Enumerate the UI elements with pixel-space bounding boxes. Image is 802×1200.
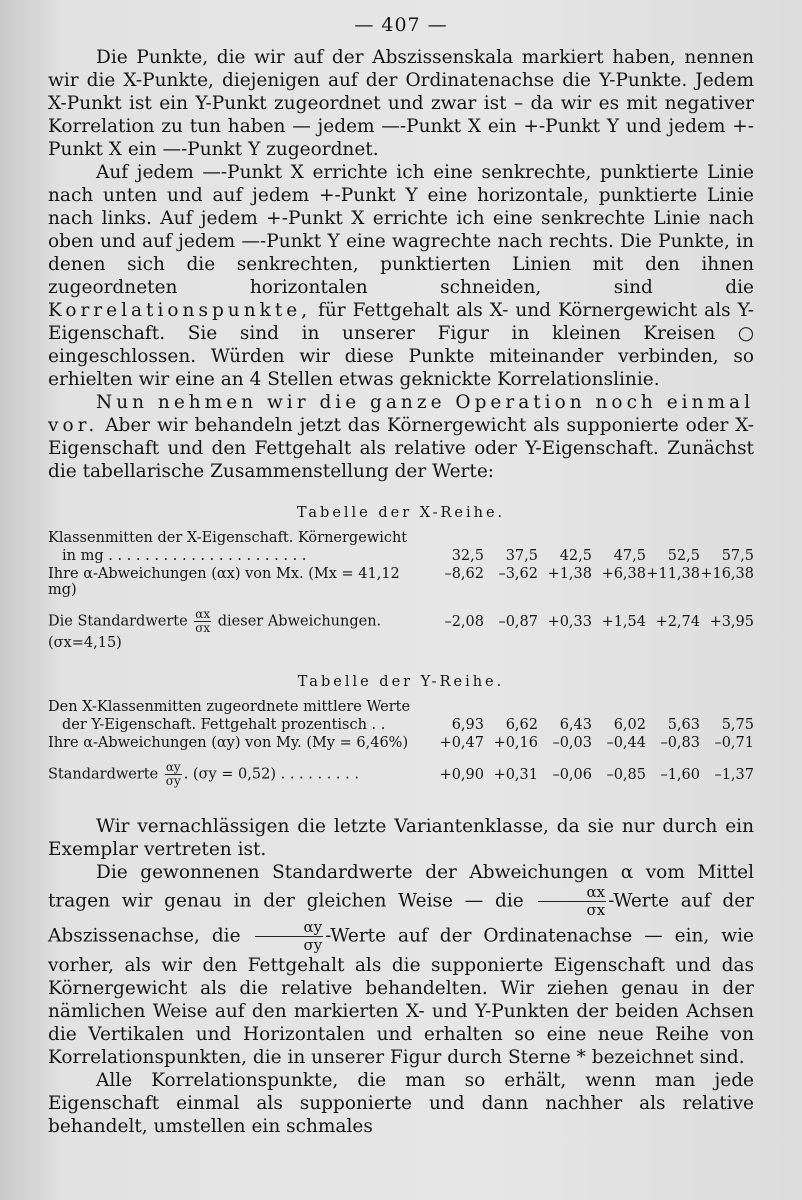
table-y-row3-label-b: . (σy = 0,52) . . . . . . . . . <box>183 766 359 783</box>
table-cell: 52,5 <box>667 548 700 564</box>
table-cell: –1,60 <box>660 766 700 783</box>
table-cell: –2,08 <box>444 613 484 630</box>
table-y-row1-label-b: der Y-Eigenschaft. Fettgehalt prozentisch . . <box>62 717 386 733</box>
paragraph-5-b: -Werte auf der Abszissenachse, die <box>48 890 755 947</box>
paragraph-2-text: Auf jedem —-Punkt X errichte ich eine senkrechte, punktierte Linie nach unten und auf jedem +-Punkt Y eine horizontale, punktierte Linie nach links. Auf jedem +-Punkt X errichte ich eine senkrechte Linie nach oben und auf jedem —-Punkt Y eine wagrechte nach rechts. Die Punkte, in denen sich die senkrechten, punktierten Linien mit den ihnen zugeordneten horizontalen schneiden, sind die <box>48 162 754 298</box>
paragraph-2-spaced: Korrelationspunkte, <box>48 300 312 321</box>
paragraph-5-a: Die gewonnenen Standardwerte der Abweichungen α vom Mittel tragen wir genau in der gleichen Weise — die <box>48 862 754 912</box>
table-cell: 47,5 <box>613 548 646 564</box>
table-cell: +0,16 <box>493 735 538 751</box>
paragraph-1: Die Punkte, die wir auf der Abszissenskala markiert haben, nennen wir die X-Punkte, diejenigen auf der Ordinatenachse die Y-Punkte. Jedem X-Punkt ist ein Y-Punkt zugeordnet und zwar ist – da wir es mit negativer Korrelation zu tun haben — jedem —-Punkt X ein +-Punkt Y und jedem +-Punkt X ein —-Punkt Y zugeordnet. <box>48 47 754 160</box>
table-row <box>48 716 754 734</box>
table-y-row3-label-a: Standardwerte <box>48 766 163 783</box>
table-x-row1-label-a: Klassenmitten der X-Eigenschaft. Körnergewicht <box>48 530 408 546</box>
table-x-row3-label-b: dieser Abweichungen. (σx=4,15) <box>48 613 382 651</box>
table-cell: +16,38 <box>700 566 754 582</box>
fraction-denominator: σy <box>303 936 323 954</box>
table-y-row1-label-a: Den X-Klassenmitten zugeordnete mittlere Werte <box>48 699 411 715</box>
table-cell: +2,74 <box>655 613 700 630</box>
paragraph-5 <box>48 861 754 1069</box>
table-row <box>48 698 754 716</box>
table-cell: –8,62 <box>444 566 484 582</box>
table-cell: +0,33 <box>547 613 592 630</box>
paragraph-3-rest: Aber wir behandeln jetzt das Körnergewicht als supponierte oder X-Eigenschaft und den Fettgehalt als relative oder Y-Eigenschaft. Zunächst die tabellarische Zusammenstellung der Werte: <box>48 415 754 482</box>
table-row <box>48 565 754 599</box>
fraction-denominator: σy <box>165 774 181 788</box>
table-cell: –3,62 <box>498 566 538 582</box>
table-cell: 5,63 <box>667 717 700 733</box>
table-cell: –0,06 <box>552 766 592 783</box>
fraction-numerator: αx <box>195 607 211 621</box>
table-cell: +6,38 <box>601 566 646 582</box>
table-cell: 32,5 <box>451 548 484 564</box>
fraction-numerator: αx <box>538 884 607 902</box>
table-x-row1-label-b: in mg . . . . . . . . . . . . . . . . . . . . . . <box>62 548 307 564</box>
fraction-denominator: σx <box>195 621 211 635</box>
fraction <box>165 761 182 788</box>
table-y-row3-label <box>48 760 430 789</box>
table-cell: 6,43 <box>559 717 592 733</box>
table-x <box>48 529 754 652</box>
table-cell: –0,87 <box>498 613 538 630</box>
table-cell: 6,93 <box>451 717 484 733</box>
table-y-row2-label: Ihre α-Abweichungen (αy) von My. (My = 6,46%) <box>48 735 409 751</box>
table-cell: +11,38 <box>646 566 700 582</box>
table-x-row2-label: Ihre α-Abweichungen (αx) von Mx. (Mx = 41,12 mg) <box>48 566 400 598</box>
table-cell: 57,5 <box>721 548 754 564</box>
table-y-caption: Tabelle der Y-Reihe. <box>297 674 505 690</box>
table-cell: –0,85 <box>606 766 646 783</box>
table-cell: 6,62 <box>505 717 538 733</box>
paragraph-6: Alle Korrelationspunkte, die man so erhält, wenn man jede Eigenschaft einmal als supponierte und dann nachher als relative behandelt, umstellen ein schmales <box>48 1070 754 1137</box>
paragraph-2 <box>48 161 754 391</box>
paragraph-3 <box>48 391 754 483</box>
fraction-denominator: σx <box>586 901 606 919</box>
fraction-numerator: αy <box>255 919 324 937</box>
table-x-caption: Tabelle der X-Reihe. <box>296 505 506 521</box>
table-cell: +0,31 <box>493 766 538 783</box>
paragraph-2-rest: für Fettgehalt als X- und Körnergewicht als Y-Eigenschaft. Sie sind in unserer Figur in kleinen Kreisen ○ eingeschlossen. Würden wir diese Punkte miteinander verbinden, so erhielten wir eine an 4 Stellen etwas geknickte Korrelationslinie. <box>48 300 754 390</box>
fraction <box>255 919 324 954</box>
table-cell: +3,95 <box>709 613 754 630</box>
table-row <box>48 529 754 547</box>
table-y <box>48 698 754 789</box>
page-number: — 407 — <box>354 14 448 36</box>
table-cell: +0,47 <box>439 735 484 751</box>
table-row <box>48 734 754 752</box>
table-cell: –0,83 <box>660 735 700 751</box>
fraction <box>194 608 211 635</box>
table-cell: 5,75 <box>721 717 754 733</box>
table-cell: 6,02 <box>613 717 646 733</box>
table-cell: 37,5 <box>505 548 538 564</box>
fraction-numerator: αy <box>165 760 181 774</box>
table-cell: +0,90 <box>439 766 484 783</box>
table-cell: –0,03 <box>552 735 592 751</box>
table-x-row3-label-a: Die Standardwerte <box>48 613 193 630</box>
paragraph-5-c: -Werte auf der Ordinatenachse — ein, wie vorher, als wir den Fettgehalt als die supponierte Eigenschaft und das Körnergewicht als die relative behandelten. Wir ziehen genau in der nämlichen Weise auf den markierten X- und Y-Punkten der beiden Achsen die Vertikalen und Horizontalen und erhalten so eine neue Reihe von Korrelationspunkten, die in unserer Figur durch Sterne * bezeichnet sind. <box>48 925 754 1068</box>
paragraph-3-spaced: Nun nehmen wir die ganze Operation noch einmal vor. <box>48 392 754 436</box>
paragraph-4: Wir vernachlässigen die letzte Variantenklasse, da sie nur durch ein Exemplar vertreten ist. <box>48 816 754 860</box>
table-x-row3-label <box>48 607 430 652</box>
table-cell: –0,44 <box>606 735 646 751</box>
table-cell: –1,37 <box>714 766 754 783</box>
table-cell: –0,71 <box>714 735 754 751</box>
table-cell: +1,38 <box>547 566 592 582</box>
table-cell: 42,5 <box>559 548 592 564</box>
fraction <box>538 884 607 919</box>
table-row <box>48 760 754 789</box>
table-row <box>48 607 754 652</box>
table-row <box>48 547 754 565</box>
table-cell: +1,54 <box>601 613 646 630</box>
